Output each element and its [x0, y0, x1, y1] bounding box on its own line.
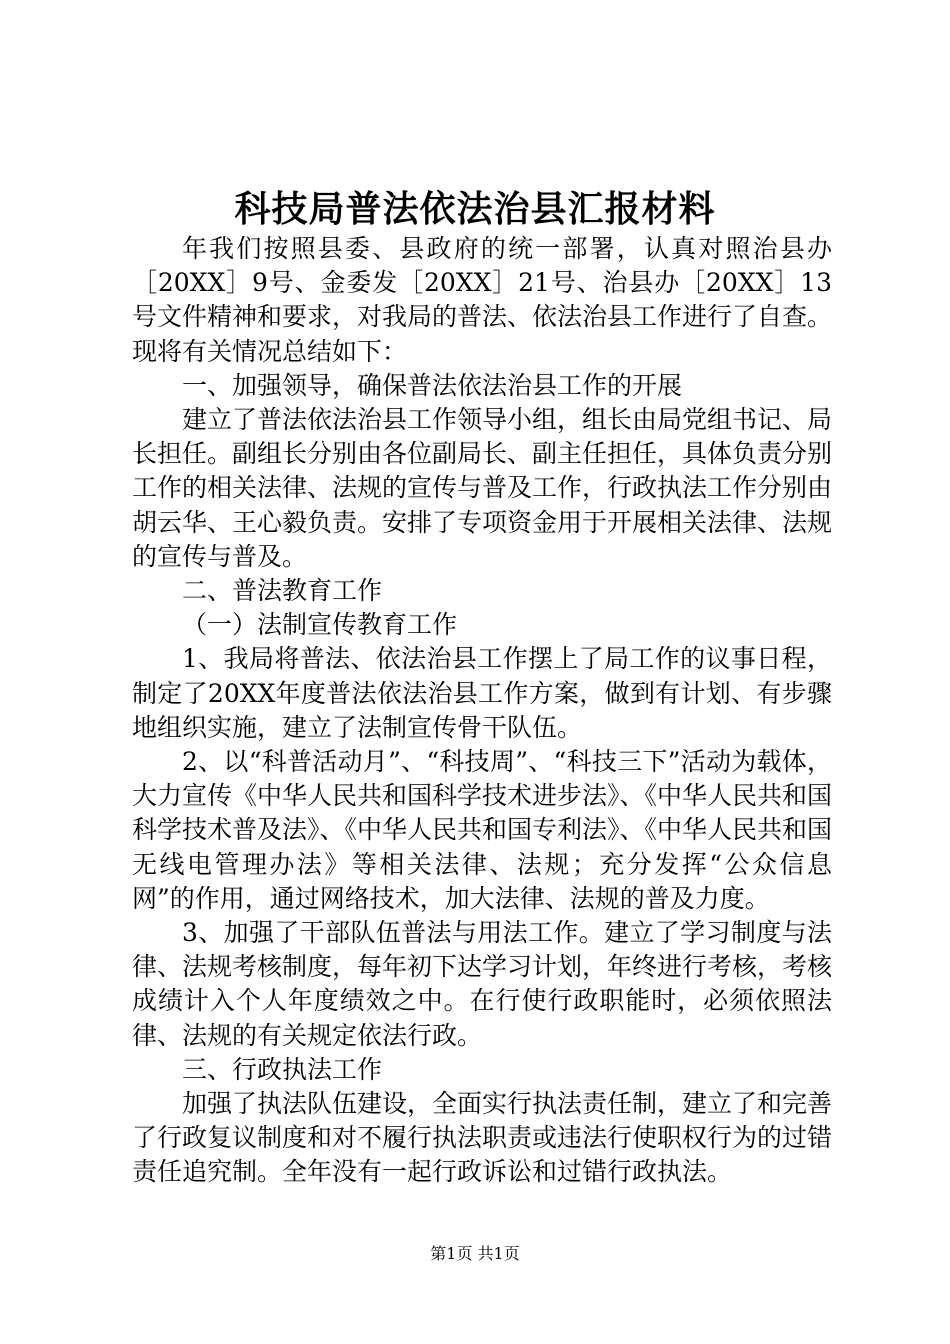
document-title: 科技局普法依法治县汇报材料	[234, 188, 716, 230]
subsection-heading-1: （一）法制宣传教育工作	[182, 610, 458, 640]
paragraph-item-1: 1、我局将普法、依法治县工作摆上了局工作的议事日程，制定了20XX年度普法依法治县工作方案，做到有计划、有步骤地组织实施，建立了法制宣传骨干队伍。	[132, 644, 832, 742]
paragraph-intro: 年我们按照县委、县政府的统一部署，认真对照治县办［20XX］9号、金委发［20XX］21号、治县办［20XX］13号文件精神和要求，对我局的普法、依法治县工作进行了自查。现将有关情况总结如下：	[132, 234, 833, 366]
paragraph-item-3: 3、加强了干部队伍普法与用法工作。建立了学习制度与法律、法规考核制度，每年初下达学习计划，年终进行考核，考核成绩计入个人年度绩效之中。在行使行政职能时，必须依照法律、法规的有关规定依法行政。	[132, 918, 833, 1050]
section-heading-3: 三、行政执法工作	[182, 1054, 383, 1084]
document-body	[132, 232, 832, 1190]
paragraph-enforcement: 加强了执法队伍建设，全面实行执法责任制，建立了和完善了行政复议制度和对不履行执法职责或违法行使职权行为的过错责任追究制。全年没有一起行政诉讼和过错行政执法。	[132, 1089, 833, 1187]
section-heading-1: 一、加强领导，确保普法依法治县工作的开展	[182, 370, 683, 400]
paragraph-item-2: 2、以“科普活动月”、“科技周”、“科技三下”活动为载体，大力宣传《中华人民共和国科学技术进步法》、《中华人民共和国科学技术普及法》、《中华人民共和国专利法》、《中华人民共和国无线电管理办法》等相关法律、法规；充分发挥“公众信息网”的作用，通过网络技术，加大法律、法规的普及力度。	[132, 747, 833, 913]
paragraph-leadership: 建立了普法依法治县工作领导小组，组长由局党组书记、局长担任。副组长分别由各位副局长、副主任担任，具体负责分别工作的相关法律、法规的宣传与普及工作，行政执法工作分别由胡云华、王心毅负责。安排了专项资金用于开展相关法律、法规的宣传与普及。	[132, 405, 833, 571]
section-heading-2: 二、普法教育工作	[182, 576, 383, 606]
page-footer: 第1页 共1页	[430, 1244, 520, 1263]
